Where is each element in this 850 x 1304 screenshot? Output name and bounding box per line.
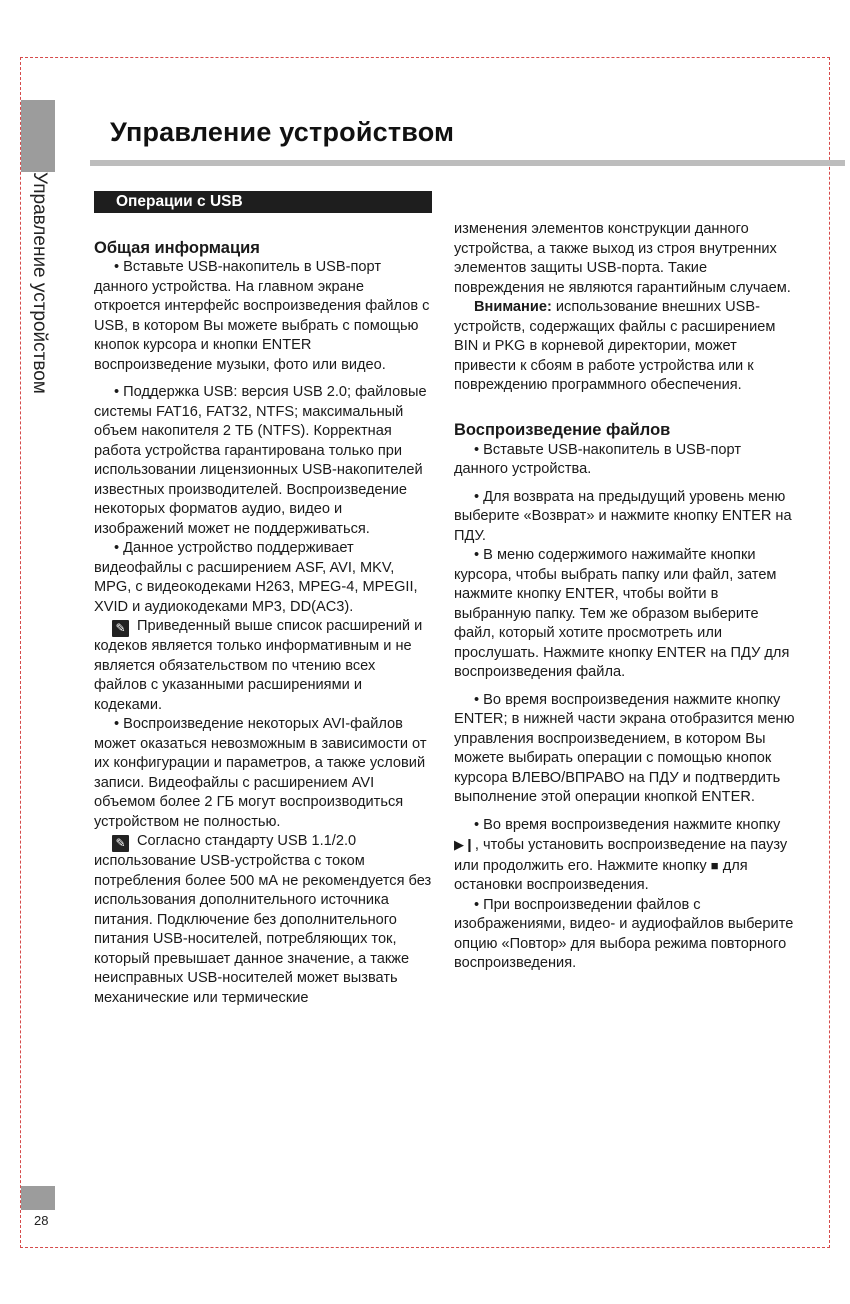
play-pause-icon: ▶❙ — [454, 837, 475, 852]
side-tab-marker — [21, 100, 55, 172]
title-divider — [90, 160, 845, 166]
page-number: 28 — [34, 1213, 49, 1228]
playback-heading: Воспроизведение файлов — [454, 420, 671, 439]
note-formats — [94, 617, 432, 715]
usb-insert-paragraph: • Вставьте USB-накопитель в USB-порт данного устройства. На главном экране откроется интерфейс воспроизведения файлов с USB, в котором Вы можете выбрать с помощью кнопок курсора и кнопки ENTER воспроизведение музыки, фото или видео. — [94, 259, 430, 373]
continuation-paragraph: изменения элементов конструкции данного устройства, а также выход из строя внутренних элементов защиты USB-порта. Такие повреждения не являются гарантийным случаем. — [454, 221, 791, 296]
playback-insert-paragraph: • Вставьте USB-накопитель в USB-порт данного устройства. — [454, 441, 741, 477]
right-column — [454, 220, 799, 974]
usb-support-paragraph: • Поддержка USB: версия USB 2.0; файловые системы FAT16, FAT32, NTFS; максимальный объем накопителя 2 ТБ (NTFS). Корректная работа устройства гарантирована только при использовании лицензионных USB-накопителей известных производителей. Воспроизведение некоторых форматов аудио, видео и изображений может не поддерживаться. — [94, 384, 427, 537]
stop-icon: ■ — [710, 857, 719, 873]
avi-playback-paragraph: • Воспроизведение некоторых AVI-файлов может оказаться невозможным в зависимости от их конфигурации и параметров, а также условий записи. Видеофайлы с расширением AVI объемом более 2 ГБ могут воспроизводиться устройством не полностью. — [94, 716, 427, 830]
note-icon: ✎ — [112, 620, 129, 637]
select-file-paragraph: • В меню содержимого нажимайте кнопки курсора, чтобы выбрать папку или файл, затем нажмите кнопку ENTER, чтобы войти в выбранную папку. Тем же образом выберите файл, который хотите просмотреть или прослушать. Нажмите кнопку ENTER на ПДУ для воспроизведения файла. — [454, 547, 790, 680]
page-number-marker — [21, 1186, 55, 1210]
warning-label: Внимание: — [474, 299, 552, 315]
left-column — [94, 238, 432, 1008]
pause-text-b: , чтобы установить воспроизведение на паузу или продолжить его. Нажмите кнопку — [454, 837, 788, 874]
return-paragraph: • Для возврата на предыдущий уровень меню выберите «Возврат» и нажмите кнопку ENTER на ПДУ. — [454, 488, 792, 544]
video-formats-paragraph: • Данное устройство поддерживает видеофайлы с расширением ASF, AVI, MKV, MPG, с видеокодеками H263, MPEG-4, MPEGII, XVID и аудиокодеками MP3, DD(AC3). — [94, 540, 418, 615]
section-banner: Операции с USB — [94, 191, 432, 213]
note-power — [94, 832, 432, 1008]
note-power-text: Согласно стандарту USB 1.1/2.0 использование USB-устройства с током потребления более 500 мА не рекомендуется без использования дополнительного источника питания. Подключение без дополнительного питания USB-носителей, потребляющих ток, который превышает данное значение, а также неисправных USB-носителей может вызвать механические или термические — [94, 833, 432, 1006]
side-tab-label: Управление устройством — [29, 172, 50, 394]
page-title: Управление устройством — [110, 117, 455, 147]
note-icon: ✎ — [112, 835, 129, 852]
pause-stop-paragraph — [454, 816, 799, 896]
pause-text-a: • Во время воспроизведения нажмите кнопку — [474, 816, 781, 833]
warning-text: использование внешних USB-устройств, содержащих файлы с расширением BIN и PKG в корневой директории, может привести к сбоям в работе устройства или к повреждению программного обеспечения. — [454, 299, 776, 393]
pause-text-c: для остановки воспроизведения. — [454, 857, 748, 893]
repeat-paragraph: • При воспроизведении файлов с изображениями, видео- и аудиофайлов выберите опцию «Повтор» для выбора режима повторного воспроизведения. — [454, 896, 794, 971]
playback-menu-paragraph: • Во время воспроизведения нажмите кнопку ENTER; в нижней части экрана отобразится меню управления воспроизведением, в котором Вы можете выбирать операции с помощью кнопок курсора ВЛЕВО/ВПРАВО на ПДУ и подтвердить выполнение этой операции кнопкой ENTER. — [454, 691, 795, 805]
note-formats-text: Приведенный выше список расширений и кодеков является только информативным и не является обязательством по чтению всех файлов с указанными расширениями и кодеками. — [94, 618, 423, 713]
general-info-heading: Общая информация — [94, 239, 260, 257]
warning-paragraph — [454, 298, 799, 396]
